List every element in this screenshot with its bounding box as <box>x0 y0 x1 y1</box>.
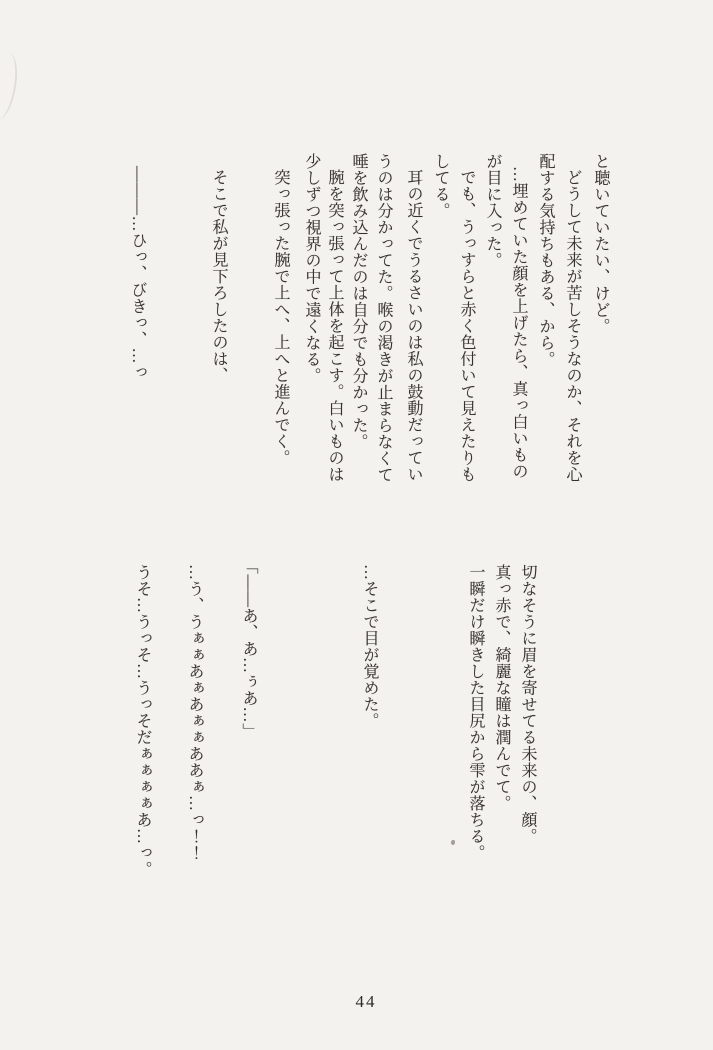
vertical-text-line: 「――あ、あ…ぅあ…」 <box>240 558 257 740</box>
vertical-text-line: でも、うっすらと赤く色付いて見えたりも <box>458 169 475 483</box>
vertical-text-line: と聴いていたい、けど。 <box>592 153 609 335</box>
vertical-text-line: …う、うぁぁあぁあぁぁああぁ…っ！！ <box>186 564 203 861</box>
vertical-text-line: 一瞬だけ瞬きした目尻から雫が落ちる。 <box>467 564 484 861</box>
vertical-text-line: してる。 <box>432 153 449 219</box>
vertical-text-line: 切なそうに眉を寄せてる未来の、顔。 <box>519 564 536 845</box>
vertical-text-line: 腕を突っ張って上体を起こす。白いものは <box>326 169 343 483</box>
vertical-text-line: どうして未来が苦しそうなのか、それを心 <box>564 169 581 483</box>
ink-speck-artifact <box>451 840 455 845</box>
vertical-text-line: が目に入った。 <box>484 153 501 269</box>
vertical-text-line: そこで私が見下ろしたのは、 <box>210 169 227 384</box>
vertical-text-line: うそ…うっそ…うっそだぁぁぁぁあ…っ。 <box>134 564 151 878</box>
vertical-text-line: 耳の近くでうるさいのは私の鼓動だってい <box>405 169 422 483</box>
vertical-text-line: ―――…ひっ、びきっ、…っ <box>129 166 146 381</box>
scan-edge-artifact <box>0 51 21 122</box>
vertical-text-line: うのは分かってた。喉の渇きが止まらなくて <box>375 153 392 483</box>
vertical-text-line: …埋めていた顔を上げたら、真っ白いもの <box>510 166 527 480</box>
vertical-text-line: 少しずつ視界の中で遠くなる。 <box>303 153 320 384</box>
vertical-text-line: 唾を飲み込んだのは自分でも分かった。 <box>350 153 367 450</box>
vertical-text-line: 突っ張った腕で上へ、上へと進んでく。 <box>272 169 289 466</box>
vertical-text-line: 真っ赤で、綺麗な瞳は潤んでて。 <box>493 564 510 812</box>
page-number: 44 <box>355 992 377 1011</box>
vertical-text-line: …そこで目が覚めた。 <box>361 564 378 729</box>
vertical-text-line: 配する気持ちもある、から。 <box>537 153 554 368</box>
